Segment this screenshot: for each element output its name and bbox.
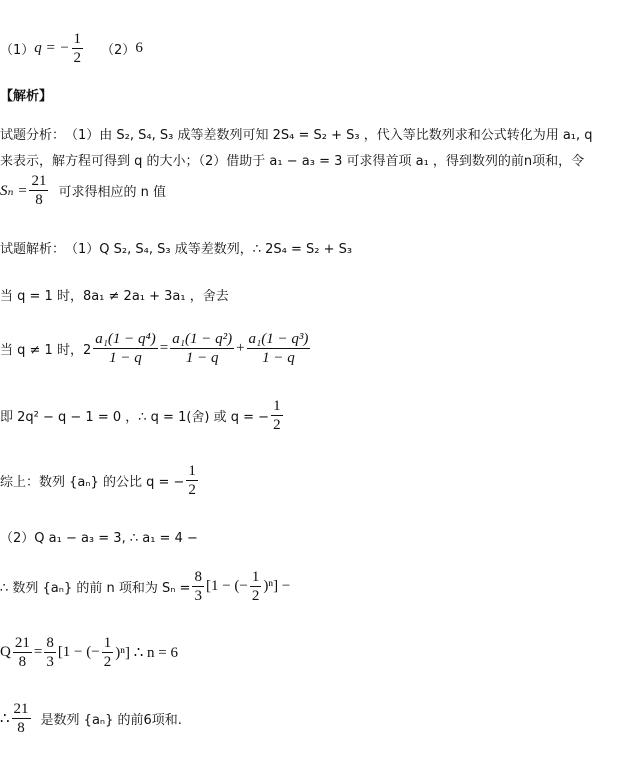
fraction-denominator: 2	[188, 482, 196, 498]
fraction-numerator: a₁(1 − q⁴)	[95, 331, 156, 347]
solution-step-8-fraction	[13, 634, 32, 671]
fraction-numerator: 21	[13, 701, 29, 717]
solution-step-8-prefix: Q	[0, 644, 11, 660]
solution-step-3-fraction-2	[170, 330, 234, 367]
answer-part1-fraction	[72, 30, 84, 67]
fraction-denominator: 3	[46, 654, 54, 670]
solution-step-9-therefore: ∴	[0, 711, 10, 727]
fraction-denominator: 3	[194, 588, 202, 604]
fraction-numerator: 21	[14, 635, 30, 651]
solution-step-3-fraction-3	[247, 330, 311, 367]
solution-step-8-eq: =	[33, 644, 43, 660]
solution-step-9-fraction	[12, 700, 31, 737]
fraction-numerator: 1	[251, 569, 260, 585]
solution-step-8-inner-fraction	[102, 634, 114, 671]
solution-step-7: ∴ 数列 {aₙ} 的前 n 项和为 Sₙ =	[0, 581, 191, 596]
solution-step-4-fraction	[271, 397, 283, 434]
solution-step-5-fraction	[186, 462, 198, 499]
analysis-fraction	[29, 172, 48, 209]
solution-line-3: 当 q ≠ 1 时，2 $\frac{\text{a₁(1 − q⁴)}}{1 - q}$ = $\frac{\text{a₁(1 − q²)}}{1 - q}$ + $\frac{\text{a₁(1 − q³)}}{1 - q}$	[0, 331, 309, 366]
analysis-sn-lhs: Sₙ =	[0, 183, 28, 199]
solution-step-7-bracket-open: [1 − (−	[205, 578, 248, 594]
fraction-numerator: 8	[46, 635, 54, 651]
analysis-line-1	[0, 124, 593, 143]
solution-step-8-fraction-2	[44, 634, 56, 671]
analysis-text-3: 可求得相应的 n 值	[58, 185, 166, 200]
solution-step-5: 综上：数列 {aₙ} 的公比 q = −	[0, 475, 185, 490]
solution-step-1: （1）Q S₂, S₄, S₃ 成等差数列，∴ 2S₄ = S₂ + S₃	[65, 242, 353, 257]
answer-part2-label: （2）	[101, 43, 136, 58]
analysis-line-2	[0, 150, 584, 169]
solution-line-6	[0, 527, 198, 546]
answer-part2-value: 6	[135, 40, 143, 56]
fraction-denominator: 8	[35, 192, 43, 208]
jiexi-heading	[0, 85, 52, 104]
fraction-denominator: 2	[73, 50, 82, 66]
fraction-numerator: 1	[103, 635, 112, 651]
solution-line-9	[0, 700, 182, 737]
solution-step-6: （2）Q a₁ − a₃ = 3, ∴ a₁ = 4 −	[0, 531, 198, 546]
solution-step-7-bracket-close: )ⁿ] −	[263, 578, 291, 594]
solution-step-3-fraction-1	[93, 330, 158, 367]
solution-step-8-tail: )ⁿ] ∴ n = 6	[115, 645, 178, 661]
analysis-line-3	[0, 172, 166, 209]
fraction-denominator: 8	[18, 654, 27, 670]
fraction-numerator: 1	[73, 31, 82, 47]
solution-line-2	[0, 285, 229, 304]
solution-step-7-fraction	[192, 568, 204, 605]
solution-step-9-text: 是数列 {aₙ} 的前6项和.	[40, 713, 182, 728]
solution-line-7	[0, 568, 290, 605]
solution-line-5	[0, 462, 200, 499]
fraction-numerator: 1	[188, 463, 196, 479]
fraction-denominator: 1 − q	[109, 350, 142, 366]
analysis-label: 试题分析：	[0, 128, 66, 143]
fraction-denominator: 1 − q	[185, 350, 219, 366]
analysis-text-2: 来表示，解方程可得到 q 的大小；（2）借助于 a₁ − a₃ = 3 可求得首项 a₁ ，得到数列的前n项和，令	[0, 154, 585, 169]
fraction-denominator: 8	[17, 720, 25, 736]
answer-part1-label: （1）	[0, 43, 35, 58]
solution-step-7-inner-fraction	[250, 568, 262, 605]
solution-line-4	[0, 397, 285, 434]
solution-step-3-prefix: 当 q ≠ 1 时，2	[0, 343, 92, 358]
fraction-denominator: 1 − q	[262, 350, 295, 366]
fraction-numerator: 8	[194, 569, 202, 585]
fraction-numerator: a₁(1 − q²)	[172, 331, 233, 347]
fraction-numerator: 1	[273, 398, 281, 414]
solution-line-1	[0, 238, 352, 257]
jiexi-heading-text: 【解析】	[0, 89, 53, 104]
answer-line	[0, 30, 143, 67]
solution-step-8-bracket-open: [1 − (−	[57, 644, 100, 660]
fraction-numerator: a₁(1 − q³)	[248, 331, 309, 347]
fraction-denominator: 2	[103, 654, 112, 670]
fraction-numerator: 21	[31, 173, 47, 189]
solution-label: 试题解析：	[0, 242, 66, 257]
fraction-denominator: 2	[273, 417, 281, 433]
solution-line-8	[0, 634, 178, 671]
fraction-denominator: 2	[251, 588, 260, 604]
answer-part1-eq: q = −	[34, 40, 70, 56]
solution-step-4: 即 2q² − q − 1 = 0 ，∴ q = 1(舍) 或 q = −	[0, 410, 270, 425]
solution-step-2: 当 q = 1 时，8a₁ ≠ 2a₁ + 3a₁ ，舍去	[0, 289, 229, 304]
analysis-text-1: （1）由 S₂, S₄, S₃ 成等差数列可知 2S₄ = S₂ + S₃ ，代入等比数列求和公式转化为用 a₁, q	[65, 128, 593, 143]
